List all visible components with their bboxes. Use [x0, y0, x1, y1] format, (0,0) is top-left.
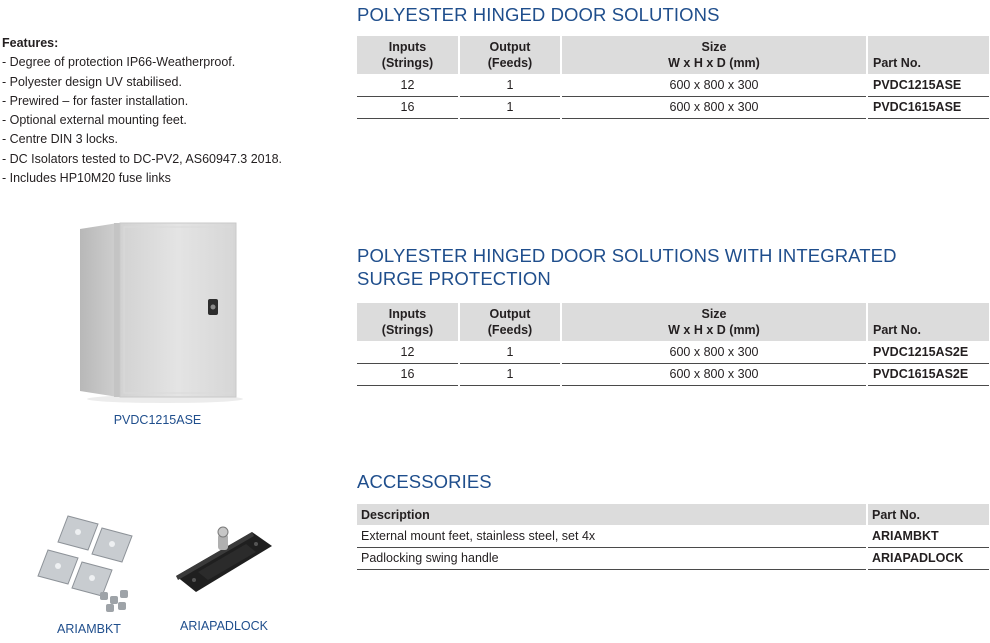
surge-protection-table — [357, 303, 989, 386]
header-line: Output — [489, 40, 531, 54]
accessories-table — [357, 504, 989, 570]
cell-inputs: 16 — [400, 367, 415, 381]
table-row — [357, 96, 989, 118]
table-row — [357, 547, 989, 569]
column-header-part-no: Part No. — [867, 36, 989, 74]
feature-item: - Polyester design UV stabilised. — [2, 74, 182, 89]
cell-part-no: PVDC1615AS2E — [867, 363, 989, 385]
column-header-output — [459, 303, 561, 341]
feature-item: - Prewired – for faster installation. — [2, 93, 189, 108]
cell-inputs: 16 — [400, 100, 415, 114]
header-line: Output — [489, 307, 531, 321]
cell-size: 600 x 800 x 300 — [561, 341, 867, 363]
section-title-line: POLYESTER HINGED DOOR SOLUTIONS WITH INTEGRATED — [357, 245, 897, 266]
padlock-handle-caption: ARIAPADLOCK — [180, 619, 268, 633]
header-line: Inputs — [388, 40, 427, 54]
feature-item: - DC Isolators tested to DC-PV2, AS60947.3 2018. — [2, 151, 283, 166]
hinged-door-table — [357, 36, 989, 119]
header-line: (Strings) — [381, 323, 434, 337]
column-header-part-no: Part No. — [867, 303, 989, 341]
cell-size: 600 x 800 x 300 — [561, 96, 867, 118]
feature-item: - Centre DIN 3 locks. — [2, 132, 119, 147]
header-line: (Feeds) — [487, 56, 533, 70]
cell-size: 600 x 800 x 300 — [561, 363, 867, 385]
header-line: Size — [701, 40, 727, 54]
cell-part-no: PVDC1615ASE — [867, 96, 989, 118]
table-row — [357, 74, 989, 96]
mounting-feet-caption: ARIAMBKT — [57, 622, 121, 636]
mounting-feet-image — [30, 510, 148, 622]
section-title-hinged-door: POLYESTER HINGED DOOR SOLUTIONS — [357, 4, 720, 25]
table-row — [357, 525, 989, 547]
section-title-accessories: ACCESSORIES — [357, 471, 492, 492]
feature-item: - Includes HP10M20 fuse links — [2, 171, 171, 186]
cell-part-no: PVDC1215ASE — [867, 74, 989, 96]
cell-output: 1 — [459, 363, 561, 385]
cell-output: 1 — [459, 74, 561, 96]
table-header-row — [357, 303, 989, 341]
column-header-part-no: Part No. — [867, 504, 989, 525]
cell-part-no: ARIAMBKT — [867, 525, 989, 547]
cell-inputs: 12 — [400, 77, 415, 92]
table-header-row — [357, 504, 989, 525]
column-header-inputs — [357, 36, 459, 74]
table-row — [357, 363, 989, 385]
feature-item: - Optional external mounting feet. — [2, 113, 187, 128]
feature-item: - Degree of protection IP66-Weatherproof. — [2, 55, 236, 70]
header-line: Size — [701, 307, 727, 321]
cell-size: 600 x 800 x 300 — [561, 74, 867, 96]
column-header-output — [459, 36, 561, 74]
header-line: (Strings) — [381, 56, 434, 70]
header-line: W x H x D (mm) — [668, 56, 760, 70]
cell-description: Padlocking swing handle — [361, 551, 499, 565]
cell-output: 1 — [459, 96, 561, 118]
table-header-row — [357, 36, 989, 74]
padlock-handle-image — [168, 508, 280, 598]
header-line: (Feeds) — [487, 323, 533, 337]
cell-part-no: ARIAPADLOCK — [867, 547, 989, 569]
cell-inputs: 12 — [400, 344, 415, 359]
column-header-size — [561, 303, 867, 341]
cell-description: External mount feet, stainless steel, set 4x — [361, 528, 596, 543]
header-line: W x H x D (mm) — [668, 323, 760, 337]
column-header-description: Description — [357, 504, 867, 525]
cell-part-no: PVDC1215AS2E — [867, 341, 989, 363]
header-line: Inputs — [388, 307, 427, 321]
column-header-size — [561, 36, 867, 74]
features-heading: Features: — [2, 36, 59, 50]
table-row — [357, 341, 989, 363]
column-header-inputs — [357, 303, 459, 341]
enclosure-caption: PVDC1215ASE — [113, 413, 202, 427]
section-title-surge-protection — [357, 244, 957, 290]
features-list — [2, 34, 332, 188]
section-title-line: SURGE PROTECTION — [357, 268, 551, 289]
enclosure-image — [70, 219, 245, 405]
cell-output: 1 — [459, 341, 561, 363]
